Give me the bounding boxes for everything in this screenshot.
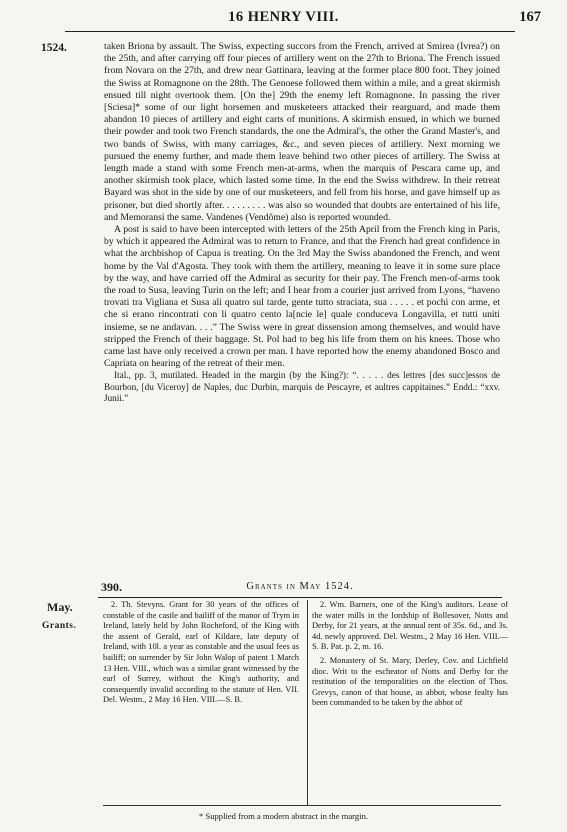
grants-left-column — [103, 600, 299, 709]
source-note: Ital., pp. 3, mutilated. Headed in the margin (by the King?): “. . . . . des lettres [des succ]essos de Bourbon, [du Viceroy] de Naples, duc Durbin, marquis de Pescayre, et aultres cappitaines.” Endd.: “xxv. Junii.” — [104, 370, 500, 404]
grant-entry: 2. Monastery of St. Mary, Derley, Cov. and Lichfield dioc. Writ to the escheator of Notts and Derby for the restitution of the temporalities on the election of Thos. Grevys, canon of that house, as abbot, whose fealty has been commanded to be taken by the abbot of — [312, 655, 508, 708]
column-divider — [307, 600, 308, 805]
footnote: * Supplied from a modern abstract in the margin. — [198, 811, 369, 821]
section-title: Grants in May 1524. — [246, 581, 354, 592]
body-paragraph: taken Briona by assault. The Swiss, expecting succors from the French, arrived at Smirea (Ivrea?) on the 25th, and after carrying off four pieces of artillery went on the 27th to Briona. The French issued from Novara on the 27th, and drew near Gattinara, leaving at the former place 800 foot. They joined the Swiss at Romagnone on the 28th. The Genoese followed them within a mile, and a great skirmish ensued till night overtook them. [On the] 29th the enemy left Romagnone. In passing the river [Sciesa]* some of our light horsemen and musketeers attacked their rearguard, and made them abandon 10 pieces of artillery and eight carts of munitions. A skirmish ensued, in which we burned their powder and took two French standards, the one the Admiral's, the other the Grand Master's, and two bands of Swiss, with many carriages, &c., and seven pieces of artillery. Next morning we pursued the enemy further, and made them leave behind two other pieces of artillery. The Swiss at length made a stand with some French men-at-arms, when the marquis of Pescara came up, and another skirmish took place, which lasted some time. In the end the Swiss withdrew. In their retreat Bayard was shot in the side by one of our musketeers, and fell from his horse, and gave himself up as prisoner, but died shortly after. . . . . . . . . was also so wounded that doubts are entertained of his life, and Memoransi the same. Vandenes (Vendôme) also is reported wounded. — [104, 41, 500, 223]
body-paragraph: A post is said to have been intercepted with letters of the 25th April from the French king in Paris, by which it appeared the Admiral was to return to France, and that the French had great confidence in what the archbishop of Capua is treating. On the 3rd May the Swiss abandoned the French, and went home by the Val d'Agosta. They took with them the artillery, meaning to leave it in some sure place by the way, and have carried off the Admiral as security for their pay. The French men-of-arms took the road to Susa, leaving Turin on the left; and I hear from a courier just arrived from Lyons, “haveno trovati tra Vigliana et Susa ali quatro sul tarde, gente tutto straciata, sua . . . . . et pochi con arme, et che si erano rincontrati con li quatro cento la[ncie le] quale conduceva Longavilla, et tutti uniti insieme, se ne andavan. . . .” The Swiss were in great dissension among themselves, and would have stripped the French of their baggage. St. Pol had to beg his life from them on his knees. Those who came last have only received a crown per man. I have reported how the enemy abandoned Bosco and Capriata on hearing of the retreat of their men. — [104, 224, 500, 370]
footnote-rule — [103, 805, 501, 806]
running-title: 16 HENRY VIII. — [228, 9, 339, 25]
margin-year: 1524. — [41, 42, 67, 54]
section-rule — [98, 597, 502, 598]
grant-entry: 2. Wm. Barners, one of the King's auditors. Lease of the water mills in the lordship of Bollesover, Notts and Derby, for 21 years, at the annual rent of 35s. 6d., and 3s. 4d. newly approved. Del. Westm., 2 May 16 Hen. VIII.—S. B. Pat. p. 2, m. 16. — [312, 600, 508, 652]
grants-right-column — [312, 600, 508, 712]
main-text — [104, 41, 500, 405]
page-number: 167 — [519, 9, 541, 25]
margin-label: Grants. — [42, 621, 77, 631]
grant-entry: 2. Th. Stevyns. Grant for 30 years of the offices of constable of the castle and bailiff of the manor of Trym in Ireland, lately held by John Rocheford, of the King with the assent of Gerald, earl of Kildare, late deputy of Ireland, with 10l. a year as constable and the usual fees as bailiff; on surrender by Sir John Walop of patent 1 March 13 Hen. VIII., which was a similar grant witnessed by the earl of Surrey, without the King's authority, and consequently invalid according to the statute of Hen. VII. Del. Westm., 2 May 16 Hen. VIII.—S. B. — [103, 600, 299, 705]
entry-number: 390. — [101, 580, 122, 594]
header-rule — [65, 31, 515, 32]
margin-month: May. — [47, 600, 73, 614]
